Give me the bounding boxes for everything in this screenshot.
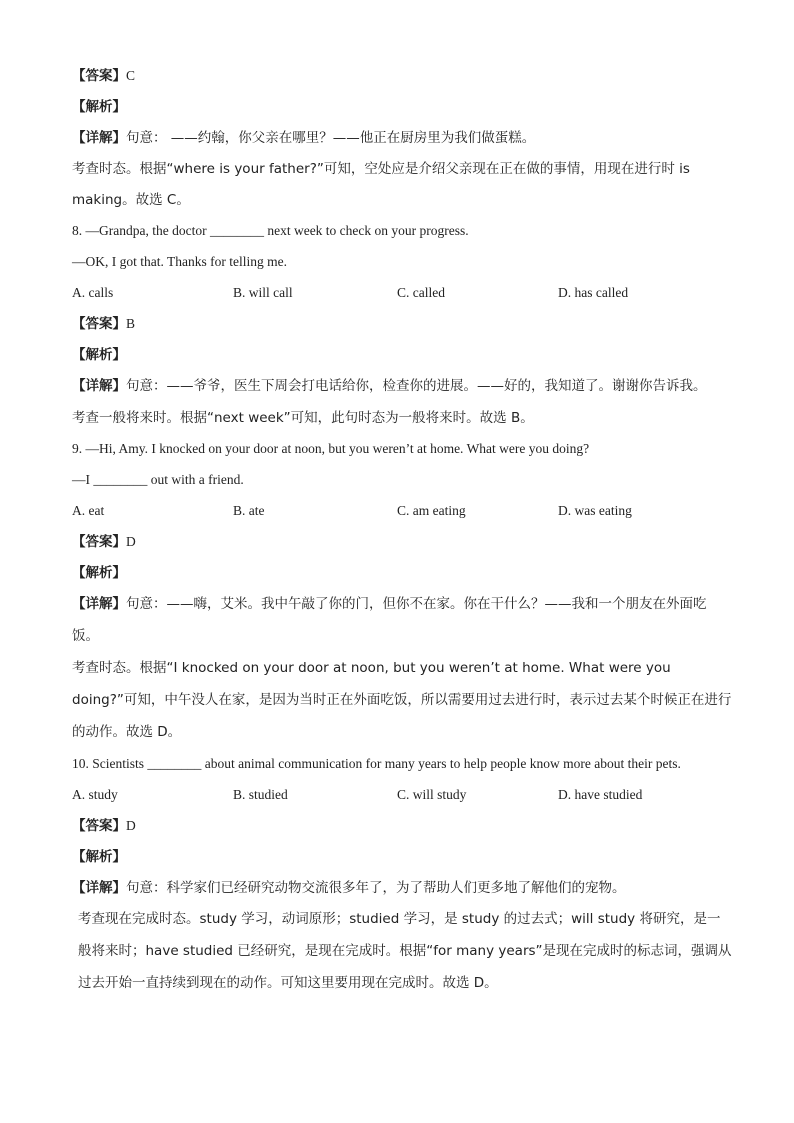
q10-stem-line-1	[72, 748, 732, 779]
analysis-tag: 【解析】	[72, 347, 126, 363]
option-b: B. ate	[233, 503, 265, 518]
detail-text: 句意：科学家们已经研究动物交流很多年了，为了帮助人们更多地了解他们的宠物。	[126, 880, 626, 896]
q7-explain-line-1	[72, 153, 732, 184]
answer-tag: 【答案】	[72, 316, 126, 332]
detail-tag: 【详解】	[72, 130, 126, 146]
analysis-tag: 【解析】	[72, 99, 126, 115]
q8-detail-line	[72, 370, 732, 402]
option-d: D. has called	[558, 285, 629, 300]
answer-value: D	[126, 818, 136, 833]
q9-stem-line-1	[72, 433, 732, 464]
option-c: C. am eating	[397, 503, 466, 518]
q7-detail-line	[72, 122, 732, 153]
option-c: C. called	[397, 285, 445, 300]
q9-analysis-line	[72, 557, 732, 588]
detail-tag: 【详解】	[72, 596, 126, 612]
document-page	[72, 60, 732, 999]
detail-text: 句意： ——约翰，你父亲在哪里？——他正在厨房里为我们做蛋糕。	[126, 130, 536, 146]
q10-explain-line	[72, 903, 732, 999]
q8-answer-line	[72, 308, 732, 339]
answer-tag: 【答案】	[72, 534, 126, 550]
question-stem: 8. —Grandpa, the doctor ________ next week to check on your progress.	[72, 223, 469, 238]
q10-analysis-line	[72, 841, 732, 872]
q8-explain-line	[72, 402, 732, 433]
option-d: D. was eating	[558, 503, 632, 518]
question-stem: —OK, I got that. Thanks for telling me.	[72, 254, 287, 269]
q10-options	[72, 779, 732, 810]
analysis-tag: 【解析】	[72, 565, 126, 581]
option-c: C. will study	[397, 787, 467, 802]
option-d: D. have studied	[558, 787, 643, 802]
question-stem: —I ________ out with a friend.	[72, 472, 244, 487]
q9-explain-line	[72, 652, 732, 748]
q7-analysis-line	[72, 91, 732, 122]
explain-text: 考查时态。根据“I knocked on your door at noon, but you weren’t at home. What were you doing?”可知，中午没人在家，是因为当时正在外面吃饭，所以需要用过去进行时，表示过去某个时候正在进行的动作。故选 D。	[72, 660, 732, 740]
explain-text: making。故选 C。	[72, 192, 190, 208]
explain-text: 考查时态。根据“where is your father?”可知，空处应是介绍父亲现在正在做的事情，用现在进行时 is	[72, 161, 690, 177]
q7-explain-line-2	[72, 184, 732, 215]
analysis-tag: 【解析】	[72, 849, 126, 865]
answer-value: D	[126, 534, 136, 549]
q7-answer-line	[72, 60, 732, 91]
answer-tag: 【答案】	[72, 68, 126, 84]
detail-text: 句意：——嗨，艾米。我中午敲了你的门，但你不在家。你在干什么？——我和一个朋友在外面吃饭。	[72, 596, 707, 644]
answer-value: B	[126, 316, 136, 331]
option-b: B. will call	[233, 285, 293, 300]
explain-text: 考查一般将来时。根据“next week”可知，此句时态为一般将来时。故选 B。	[72, 410, 534, 426]
detail-text: 句意：——爷爷，医生下周会打电话给你，检查你的进展。——好的，我知道了。谢谢你告诉我。	[126, 378, 707, 394]
option-b: B. studied	[233, 787, 288, 802]
option-a: A. calls	[72, 285, 114, 300]
answer-value: C	[126, 68, 136, 83]
q9-detail-line	[72, 588, 732, 652]
q9-answer-line	[72, 526, 732, 557]
q10-answer-line	[72, 810, 732, 841]
answer-tag: 【答案】	[72, 818, 126, 834]
detail-tag: 【详解】	[72, 378, 126, 394]
question-stem: 10. Scientists ________ about animal communication for many years to help people know more about their pets.	[72, 756, 681, 771]
q10-detail-line	[72, 872, 732, 903]
question-stem: 9. —Hi, Amy. I knocked on your door at noon, but you weren’t at home. What were you doing?	[72, 441, 590, 456]
q9-options	[72, 495, 732, 526]
option-a: A. eat	[72, 503, 105, 518]
q9-stem-line-2	[72, 464, 732, 495]
q8-stem-line-2	[72, 246, 732, 277]
explain-text: 考查现在完成时态。study 学习，动词原形；studied 学习，是 study 的过去式；will study 将研究，是一般将来时；have studied 已经研究，是现在完成时。根据“for many years”是现在完成时的标志词，强调从过去开始一直持续到现在的动作。可知这里要用现在完成时。故选 D。	[78, 911, 732, 991]
q8-options	[72, 277, 732, 308]
option-a: A. study	[72, 787, 118, 802]
detail-tag: 【详解】	[72, 880, 126, 896]
q8-analysis-line	[72, 339, 732, 370]
q8-stem-line-1	[72, 215, 732, 246]
